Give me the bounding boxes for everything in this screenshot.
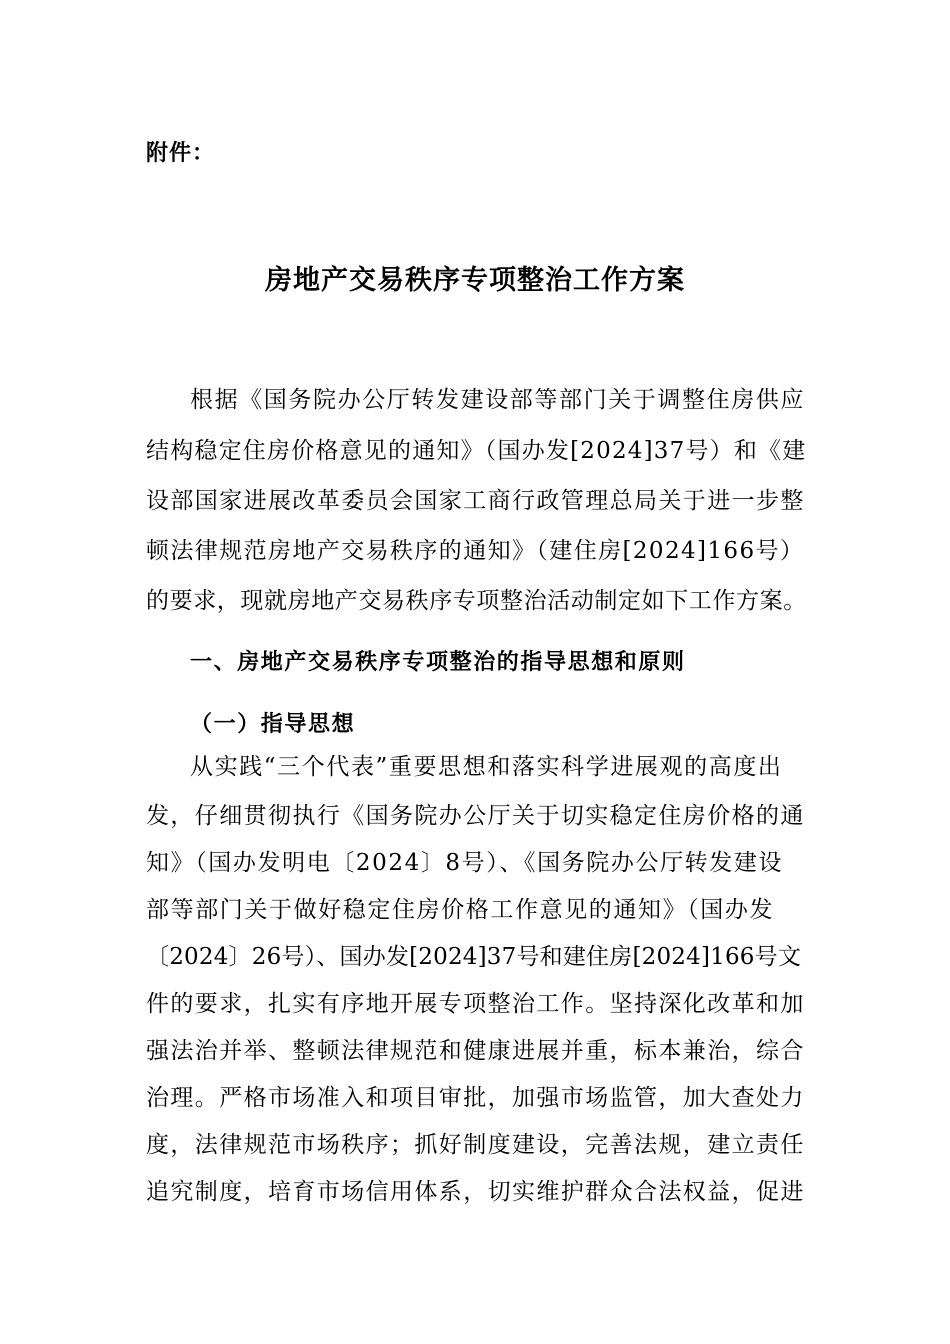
paragraph-line: 度，法律规范市场秩序；抓好制度建设，完善法规，建立责任 [146, 1132, 805, 1158]
paragraph-line: 根据《国务院办公厅转发建设部等部门关于调整住房供应 [190, 387, 805, 413]
paragraph-line: 件的要求，扎实有序地开展专项整治工作。坚持深化改革和加 [146, 991, 805, 1017]
document-title: 房地产交易秩序专项整治工作方案 [265, 265, 685, 296]
subsection-heading: （一）指导思想 [190, 712, 356, 737]
paragraph-line: 追究制度，培育市场信用体系，切实维护群众合法权益，促进 [146, 1179, 805, 1205]
paragraph-line: 部等部门关于做好稳定住房价格工作意见的通知》（国办发 [146, 897, 775, 923]
paragraph-line: 结构稳定住房价格意见的通知》（国办发[2024]37号）和《建 [146, 438, 807, 464]
paragraph-line: 强法治并举、整顿法律规范和健康进展并重，标本兼治，综合 [146, 1038, 805, 1064]
paragraph-line: 知》（国办发明电〔2024〕8号）、《国务院办公厅转发建设 [146, 850, 784, 876]
paragraph-line: 从实践“三个代表”重要思想和落实科学进展观的高度出 [190, 754, 783, 780]
paragraph-line: 〔2024〕26号）、国办发[2024]37号和建住房[2024]166号文 [146, 944, 802, 970]
paragraph-line: 治理。严格市场准入和项目审批，加强市场监管，加大查处力 [146, 1085, 805, 1111]
paragraph-line: 设部国家进展改革委员会国家工商行政管理总局关于进一步整 [146, 488, 805, 514]
paragraph-line: 发，仔细贯彻执行《国务院办公厅关于切实稳定住房价格的通 [146, 803, 805, 829]
attachment-label: 附件： [146, 141, 216, 166]
section-heading: 一、房地产交易秩序专项整治的指导思想和原则 [190, 650, 686, 675]
paragraph-line: 顿法律规范房地产交易秩序的通知》（建住房[2024]166号） [146, 538, 805, 564]
paragraph-line: 的要求，现就房地产交易秩序专项整治活动制定如下工作方案。 [146, 588, 807, 614]
